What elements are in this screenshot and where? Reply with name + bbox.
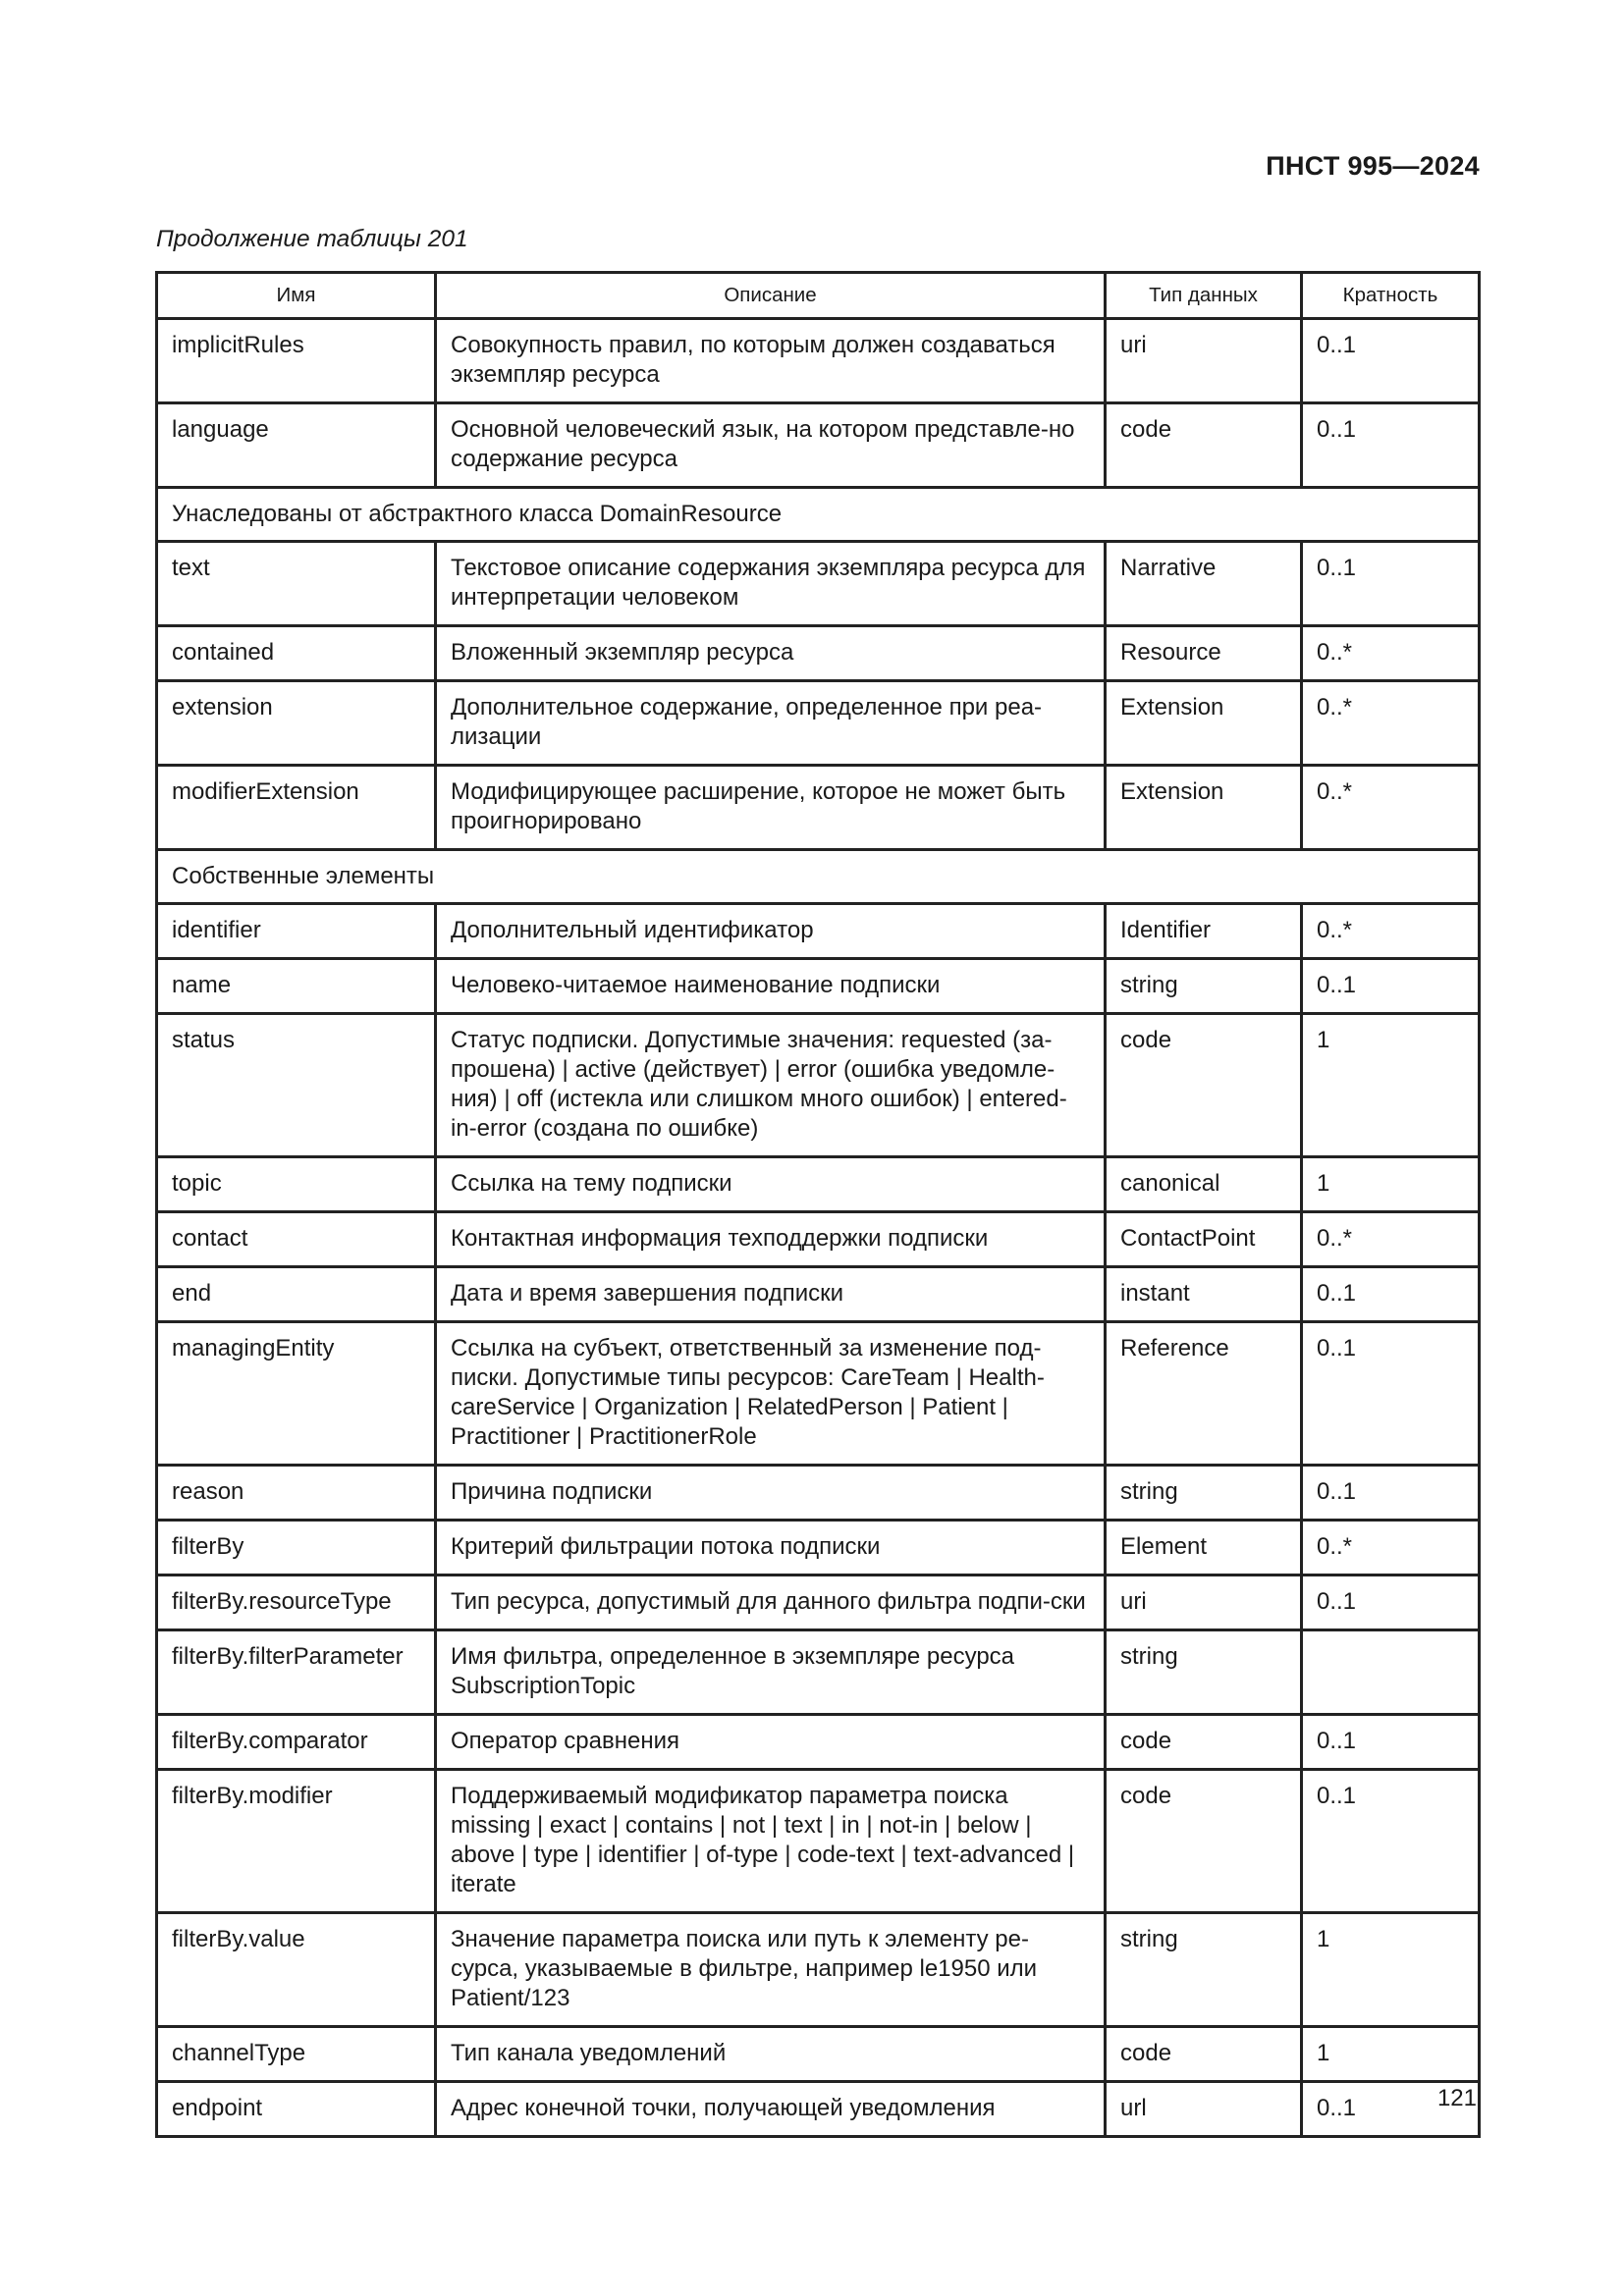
cell-type: Identifier xyxy=(1106,904,1302,959)
table-row xyxy=(157,1521,1480,1575)
cell-multiplicity: 0..* xyxy=(1302,1521,1480,1575)
table-row xyxy=(157,1466,1480,1521)
cell-name: language xyxy=(157,403,436,488)
table-row xyxy=(157,1157,1480,1212)
cell-type: url xyxy=(1106,2082,1302,2137)
column-header-name: Имя xyxy=(157,273,436,319)
cell-name: managingEntity xyxy=(157,1322,436,1466)
cell-type: uri xyxy=(1106,1575,1302,1630)
cell-multiplicity: 0..1 xyxy=(1302,1322,1480,1466)
cell-description: Контактная информация техподдержки подписки xyxy=(436,1212,1106,1267)
cell-multiplicity: 0..* xyxy=(1302,766,1480,850)
cell-description: Основной человеческий язык, на котором представле-но содержание ресурса xyxy=(436,403,1106,488)
column-header-description: Описание xyxy=(436,273,1106,319)
cell-multiplicity: 1 xyxy=(1302,1157,1480,1212)
cell-description: Причина подписки xyxy=(436,1466,1106,1521)
cell-multiplicity: 0..1 xyxy=(1302,1575,1480,1630)
cell-type: instant xyxy=(1106,1267,1302,1322)
cell-name: filterBy.resourceType xyxy=(157,1575,436,1630)
table-row xyxy=(157,2027,1480,2082)
table-row xyxy=(157,1630,1480,1715)
cell-type: Resource xyxy=(1106,626,1302,681)
cell-name: contained xyxy=(157,626,436,681)
cell-description: Имя фильтра, определенное в экземпляре ресурса SubscriptionTopic xyxy=(436,1630,1106,1715)
cell-description: Статус подписки. Допустимые значения: requested (за-прошена) | active (действует) | error (ошибка уведомле-ния) | off (истекла или слишком много ошибок) | entered-in-error (создана по ошибке) xyxy=(436,1014,1106,1157)
cell-name: reason xyxy=(157,1466,436,1521)
cell-name: filterBy.comparator xyxy=(157,1715,436,1770)
cell-name: filterBy.modifier xyxy=(157,1770,436,1913)
table-row xyxy=(157,403,1480,488)
cell-multiplicity: 0..1 xyxy=(1302,1267,1480,1322)
cell-type: string xyxy=(1106,1630,1302,1715)
column-header-type: Тип данных xyxy=(1106,273,1302,319)
table-row xyxy=(157,681,1480,766)
table-row xyxy=(157,1267,1480,1322)
cell-multiplicity: 0..* xyxy=(1302,1212,1480,1267)
section-title: Унаследованы от абстрактного класса DomainResource xyxy=(157,488,1480,542)
cell-name: modifierExtension xyxy=(157,766,436,850)
column-header-multiplicity: Кратность xyxy=(1302,273,1480,319)
cell-multiplicity: 0..1 xyxy=(1302,1770,1480,1913)
cell-description: Тип канала уведомлений xyxy=(436,2027,1106,2082)
cell-multiplicity: 1 xyxy=(1302,1014,1480,1157)
cell-name: endpoint xyxy=(157,2082,436,2137)
cell-name: name xyxy=(157,959,436,1014)
cell-type: Extension xyxy=(1106,766,1302,850)
cell-type: Extension xyxy=(1106,681,1302,766)
cell-description: Адрес конечной точки, получающей уведомления xyxy=(436,2082,1106,2137)
cell-name: contact xyxy=(157,1212,436,1267)
cell-description: Оператор сравнения xyxy=(436,1715,1106,1770)
cell-multiplicity: 0..1 xyxy=(1302,2082,1480,2137)
cell-multiplicity: 1 xyxy=(1302,2027,1480,2082)
table-row xyxy=(157,626,1480,681)
cell-description: Человеко-читаемое наименование подписки xyxy=(436,959,1106,1014)
table-section-row xyxy=(157,850,1480,904)
cell-type: code xyxy=(1106,1770,1302,1913)
cell-multiplicity xyxy=(1302,1630,1480,1715)
cell-description: Совокупность правил, по которым должен создаваться экземпляр ресурса xyxy=(436,319,1106,403)
cell-description: Критерий фильтрации потока подписки xyxy=(436,1521,1106,1575)
cell-name: filterBy.value xyxy=(157,1913,436,2027)
cell-name: identifier xyxy=(157,904,436,959)
element-table xyxy=(155,271,1481,2138)
table-row xyxy=(157,766,1480,850)
cell-type: code xyxy=(1106,2027,1302,2082)
cell-description: Дополнительное содержание, определенное при реа-лизации xyxy=(436,681,1106,766)
cell-multiplicity: 0..1 xyxy=(1302,1715,1480,1770)
table-body xyxy=(157,319,1480,2137)
document-id: ПНСТ 995—2024 xyxy=(1266,151,1480,181)
cell-name: implicitRules xyxy=(157,319,436,403)
table-row xyxy=(157,1212,1480,1267)
cell-name: channelType xyxy=(157,2027,436,2082)
table-row xyxy=(157,959,1480,1014)
cell-type: Element xyxy=(1106,1521,1302,1575)
table-row xyxy=(157,1913,1480,2027)
cell-multiplicity: 0..1 xyxy=(1302,319,1480,403)
table-row xyxy=(157,2082,1480,2137)
cell-description: Тип ресурса, допустимый для данного фильтра подпи-ски xyxy=(436,1575,1106,1630)
cell-multiplicity: 0..1 xyxy=(1302,1466,1480,1521)
cell-description: Значение параметра поиска или путь к элементу ре-сурса, указываемые в фильтре, например le1950 или Patient/123 xyxy=(436,1913,1106,2027)
table-row xyxy=(157,542,1480,626)
section-title: Собственные элементы xyxy=(157,850,1480,904)
table-row xyxy=(157,1770,1480,1913)
cell-description: Вложенный экземпляр ресурса xyxy=(436,626,1106,681)
table-row xyxy=(157,1575,1480,1630)
cell-name: extension xyxy=(157,681,436,766)
cell-type: uri xyxy=(1106,319,1302,403)
cell-multiplicity: 0..* xyxy=(1302,904,1480,959)
cell-multiplicity: 0..1 xyxy=(1302,959,1480,1014)
cell-description: Поддерживаемый модификатор параметра поиска missing | exact | contains | not | text | in | not-in | below | above | type | identifier | of-type | code-text | text-advanced | iterate xyxy=(436,1770,1106,1913)
cell-type: Reference xyxy=(1106,1322,1302,1466)
cell-description: Дата и время завершения подписки xyxy=(436,1267,1106,1322)
cell-name: text xyxy=(157,542,436,626)
table-caption: Продолжение таблицы 201 xyxy=(156,226,468,252)
cell-multiplicity: 0..* xyxy=(1302,626,1480,681)
table-section-row xyxy=(157,488,1480,542)
cell-name: topic xyxy=(157,1157,436,1212)
table-row xyxy=(157,904,1480,959)
table-header-row xyxy=(157,273,1480,319)
cell-multiplicity: 0..1 xyxy=(1302,403,1480,488)
cell-multiplicity: 1 xyxy=(1302,1913,1480,2027)
cell-description: Дополнительный идентификатор xyxy=(436,904,1106,959)
cell-type: Narrative xyxy=(1106,542,1302,626)
cell-description: Ссылка на тему подписки xyxy=(436,1157,1106,1212)
cell-type: ContactPoint xyxy=(1106,1212,1302,1267)
cell-name: filterBy.filterParameter xyxy=(157,1630,436,1715)
table-row xyxy=(157,1014,1480,1157)
cell-type: code xyxy=(1106,1715,1302,1770)
cell-type: string xyxy=(1106,959,1302,1014)
cell-type: string xyxy=(1106,1913,1302,2027)
cell-type: string xyxy=(1106,1466,1302,1521)
cell-description: Текстовое описание содержания экземпляра ресурса для интерпретации человеком xyxy=(436,542,1106,626)
cell-name: end xyxy=(157,1267,436,1322)
cell-multiplicity: 0..* xyxy=(1302,681,1480,766)
table-row xyxy=(157,1322,1480,1466)
cell-description: Ссылка на субъект, ответственный за изменение под-писки. Допустимые типы ресурсов: CareTeam | Health-careService | Organization | RelatedPerson | Patient | Practitioner | PractitionerRole xyxy=(436,1322,1106,1466)
cell-name: filterBy xyxy=(157,1521,436,1575)
table-row xyxy=(157,319,1480,403)
cell-type: code xyxy=(1106,1014,1302,1157)
cell-type: code xyxy=(1106,403,1302,488)
table-row xyxy=(157,1715,1480,1770)
cell-description: Модифицирующее расширение, которое не может быть проигнорировано xyxy=(436,766,1106,850)
page-number: 121 xyxy=(1436,2085,1477,2111)
cell-name: status xyxy=(157,1014,436,1157)
cell-multiplicity: 0..1 xyxy=(1302,542,1480,626)
cell-type: canonical xyxy=(1106,1157,1302,1212)
